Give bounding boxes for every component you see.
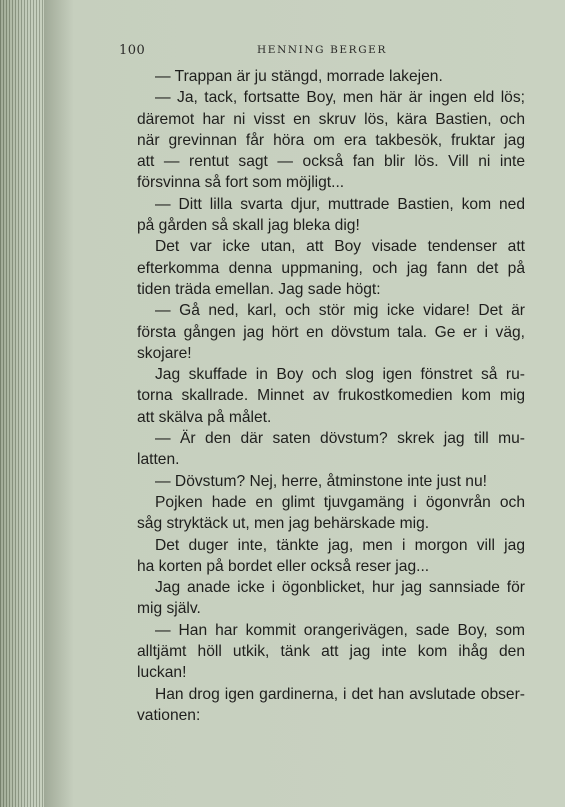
paragraph	[119, 364, 525, 428]
page-number: 100	[119, 43, 146, 58]
text-line: Pojken hade en glimt tjuvgamäng i ögonvrån och	[155, 493, 525, 511]
text-line: att — rentut sagt — också fan blir lös. Vill ni inte	[137, 153, 525, 171]
paragraph	[119, 66, 525, 87]
text-line: försvinna så fort som möjligt...	[137, 174, 345, 192]
text-line: vationen:	[137, 706, 201, 724]
paragraph	[119, 194, 525, 237]
text-line: Jag anade icke i ögonblicket, hur jag sannsiade för	[155, 579, 525, 597]
paragraph	[119, 684, 525, 727]
text-line: latten.	[137, 451, 180, 469]
text-line: på gården så skall jag bleka dig!	[137, 217, 360, 235]
text-line: första gången jag hört en dövstum tala. Ge er i väg,	[137, 323, 525, 341]
page-header	[119, 43, 525, 61]
text-line: — Dövstum? Nej, herre, åtminstone inte just nu!	[155, 472, 487, 490]
gutter-shadow	[44, 0, 74, 807]
running-head: HENNING BERGER	[257, 44, 387, 56]
text-line: torna skallrade. Minnet av frukostkomedien kom mig	[137, 387, 525, 405]
text-line: — Ditt lilla svarta djur, muttrade Bastien, kom ned	[155, 195, 525, 213]
paragraph	[119, 300, 525, 364]
text-line: Jag skuffade in Boy och slog igen fönstret så ru-	[155, 366, 525, 384]
paragraph	[119, 577, 525, 620]
text-line: skojare!	[137, 344, 192, 362]
text-line: luckan!	[137, 664, 187, 682]
paragraph	[119, 535, 525, 578]
text-line: alltjämt höll utkik, tänk att jag inte kom ihåg den	[137, 643, 525, 661]
paragraph	[119, 620, 525, 684]
text-line: ha korten på bordet eller också reser jag...	[137, 557, 430, 575]
text-line: — Han har kommit orangerivägen, sade Boy, som	[155, 621, 525, 639]
body-text	[119, 66, 525, 726]
text-line: — Trappan är ju stängd, morrade lakejen.	[155, 68, 443, 85]
text-line: att skälva på målet.	[137, 408, 272, 426]
paragraph	[119, 471, 525, 492]
text-line: — Är den där saten dövstum? skrek jag till mu-	[155, 430, 525, 448]
text-line: Han drog igen gardinerna, i det han avslutade obser-	[155, 685, 525, 703]
text-line: — Gå ned, karl, och stör mig icke vidare! Det är	[155, 302, 525, 320]
text-line: mig själv.	[137, 600, 201, 618]
text-line: såg stryktäck ut, men jag behärskade mig.	[137, 515, 430, 533]
paragraph	[119, 492, 525, 535]
paragraph	[119, 236, 525, 300]
paragraph	[119, 87, 525, 193]
text-line: Det duger inte, tänkte jag, men i morgon vill jag	[155, 536, 525, 554]
text-line: däremot har ni visst en skruv lös, kära Bastien, och	[137, 110, 525, 128]
text-line: när grevinnan får höra om era takbesök, fruktar jag	[137, 131, 525, 149]
page-edges-stack	[0, 0, 44, 807]
text-line: tiden träda emellan. Jag sade högt:	[137, 280, 381, 298]
text-line: efterkomma denna uppmaning, och jag fann det på	[137, 259, 525, 277]
text-line: Det var icke utan, att Boy visade tendenser att	[155, 238, 525, 256]
text-line: — Ja, tack, fortsatte Boy, men här är ingen eld lös;	[155, 89, 525, 107]
paragraph	[119, 428, 525, 471]
